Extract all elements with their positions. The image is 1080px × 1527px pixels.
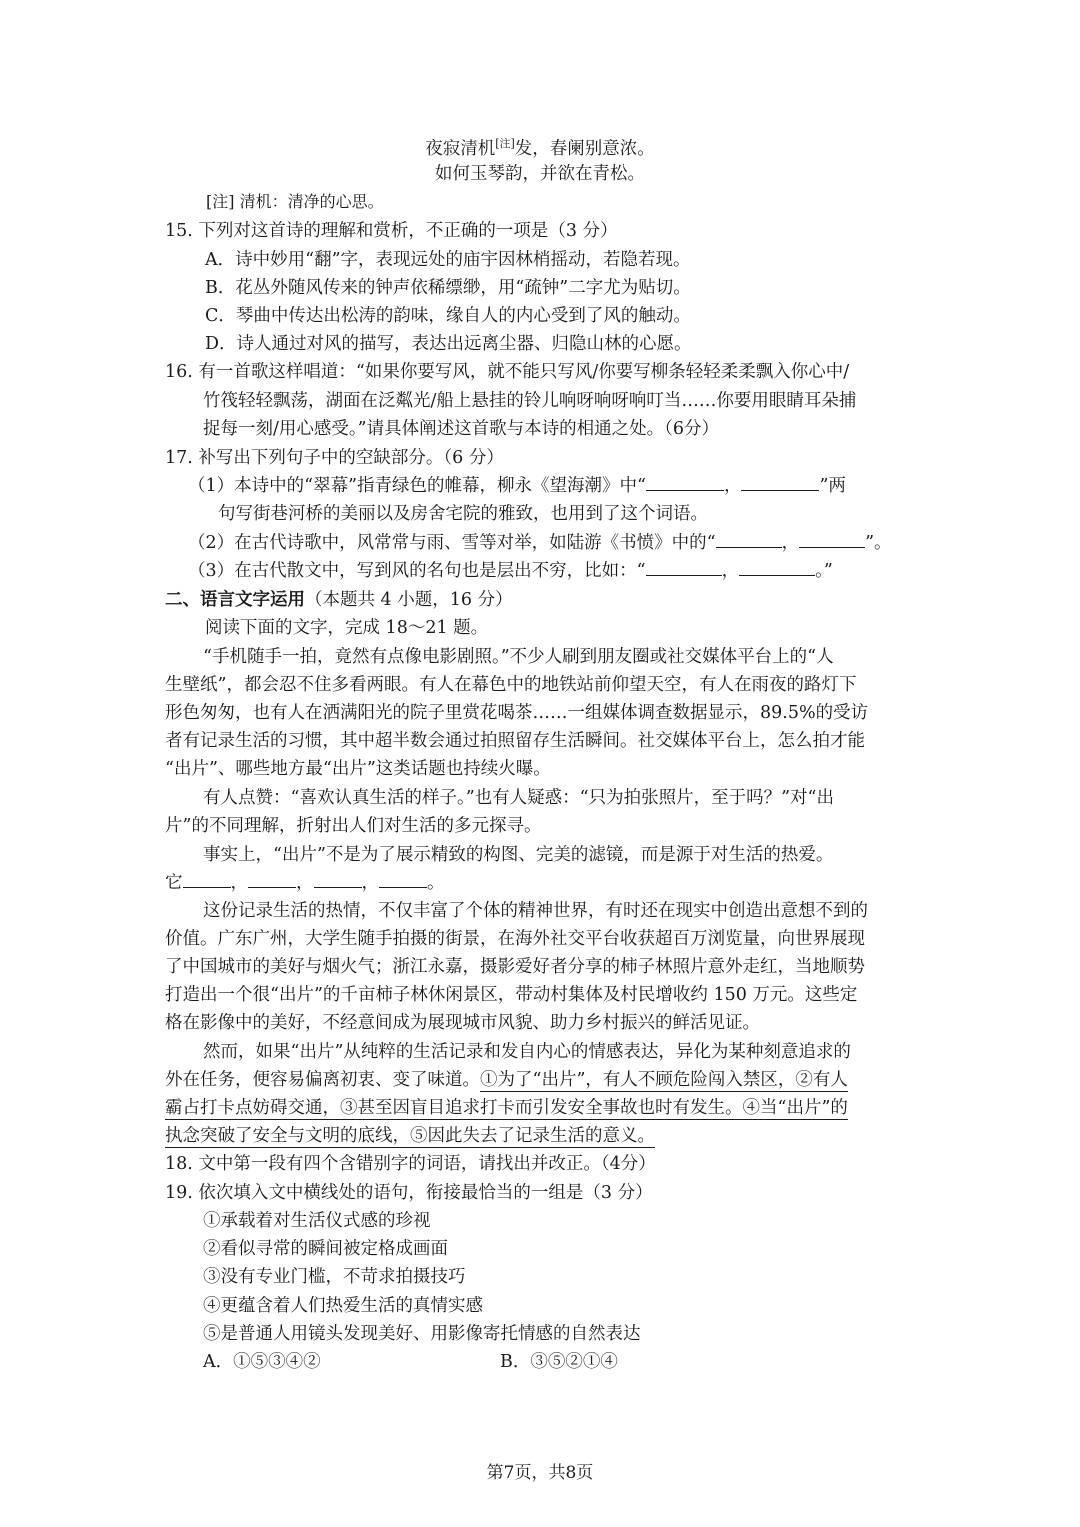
q15-option-d: D．诗人通过对风的描写，表达出远离尘器、归隐山林的心愿。 — [205, 334, 692, 354]
q17-item-3: （3）在古代散文中，写到风的名句也是层出不穷，比如：“ ， 。” — [188, 557, 833, 585]
section-2-intro: 阅读下面的文字，完成 18～21 题。 — [205, 618, 489, 638]
q19-option-a: A．①⑤③④② — [203, 1352, 321, 1372]
poem-note: [注] 清机：清净的心思。 — [206, 192, 384, 211]
passage-p1-line: 生壁纸”，都会忍不住多看两眼。有人在幕色中的地铁站前仰望天空，有人在雨夜的路灯下 — [165, 675, 857, 695]
passage-p5-line — [165, 1122, 655, 1150]
passage-p1-line: 者有记录生活的习惯，其中超半数会通过拍照留存生活瞬间。社交媒体平台上，怎么拍才能 — [165, 731, 865, 751]
q15-option-b: B．花丛外随风传来的钟声依稀缥缈，用“疏钟”二字尤为贴切。 — [205, 278, 691, 298]
passage-p1-line: “出片”、哪些地方最“出片”这类话题也持续火曝。 — [165, 759, 551, 779]
passage-p2-line: 有人点赞：“喜欢认真生活的样子。”也有人疑惑：“只为拍张照片，至于吗？”对“出 — [203, 788, 834, 808]
q16-line-3: 捉每一刻/用心感受。”请具体阐述这首歌与本诗的相通之处。（6分） — [203, 419, 719, 439]
q19-item: ④更蕴含着人们热爱生活的真情实感 — [203, 1296, 483, 1316]
underlined-text: ①为了“出片”，有人不顾危险闯入禁区，②有人 — [480, 1070, 848, 1090]
underlined-text: 执念突破了安全与文明的底线，⑤因此失去了记录生活的意义。 — [165, 1126, 655, 1146]
passage-p2-line: 片”的不同理解，折射出人们对生活的多元探寻。 — [165, 816, 542, 836]
section-2-heading: 二、语言文字运用（本题共 4 小题，16 分） — [165, 590, 513, 610]
q16-line-1: 16. 有一首歌这样唱道：“如果你要写风，就不能只写风/你要写柳条轻轻柔柔飘入你心中/ — [165, 362, 850, 382]
q16-line-2: 竹筏轻轻飘荡，湖面在泛粼光/船上悬挂的铃儿响呀响呀响叮当……你要用眼睛耳朵捕 — [203, 391, 857, 411]
passage-p3-line: 事实上，“出片”不是为了展示精致的构图、完美的滤镜，而是源于对生活的热爱。 — [203, 845, 834, 865]
answer-blank[interactable] — [248, 869, 296, 888]
page-number-footer: 第7页，共8页 — [486, 1463, 594, 1483]
passage-p1-line: 形色匆匆，也有人在洒满阳光的院子里赏花喝茶……一组媒体调查数据显示，89.5%的受访 — [165, 703, 869, 723]
passage-p3-blanks: 它 ， ， ， 。 — [165, 869, 445, 897]
answer-blank[interactable] — [379, 869, 427, 888]
q19-stem: 19. 依次填入文中横线处的语句，衔接最恰当的一组是（3 分） — [165, 1183, 653, 1203]
answer-blank[interactable] — [716, 529, 782, 548]
answer-blank[interactable] — [314, 869, 362, 888]
answer-blank[interactable] — [646, 472, 724, 491]
q19-item: ①承载着对生活仪式感的珍视 — [203, 1211, 431, 1231]
q17-item-1: （1）本诗中的“翠幕”指青绿色的帷幕，柳永《望海潮》中“ ， ”两 — [188, 472, 846, 500]
passage-p1-line: “手机随手一拍，竟然有点像电影剧照。”不少人刷到朋友圈或社交媒体平台上的“人 — [203, 647, 834, 667]
answer-blank[interactable] — [739, 557, 815, 576]
underlined-text: 霸占打卡点妨碍交通，③甚至因盲目追求打卡而引发安全事故也时有发生。④当“出片”的 — [165, 1098, 848, 1118]
q19-item: ⑤是普通人用镜头发现美好、用影像寄托情感的自然表达 — [203, 1324, 641, 1344]
answer-blank[interactable] — [183, 869, 231, 888]
passage-p5-line: 外在任务，便容易偏离初衷、变了味道。①为了“出片”，有人不顾危险闯入禁区，②有人 — [165, 1070, 848, 1090]
passage-p5-line: 然而，如果“出片”从纯粹的生活记录和发自内心的情感表达，异化为某种刻意追求的 — [203, 1042, 851, 1062]
q17-stem: 17. 补写出下列句子中的空缺部分。（6 分） — [165, 448, 504, 468]
q15-stem: 15. 下列对这首诗的理解和赏析，不正确的一项是（3 分） — [165, 221, 618, 241]
q17-item-2: （2）在古代诗歌中，风常常与雨、雪等对举，如陆游《书愤》中的“ ， ”。 — [188, 529, 892, 557]
poem-line-1: 夜寂清机[注]发，春阑别意浓。 — [425, 137, 655, 159]
passage-p4-line: 了中国城市的美好与烟火气；浙江永嘉，摄影爱好者分享的柿子林照片意外走红，当地顺势 — [165, 957, 865, 977]
poem-line-2: 如何玉琴韵，并欲在青松。 — [435, 164, 645, 184]
q18-stem: 18. 文中第一段有四个含错别字的词语，请找出并改正。（4分） — [165, 1154, 656, 1174]
q19-item: ③没有专业门槛，不苛求拍摄技巧 — [203, 1267, 466, 1287]
passage-p4-line: 价值。广东广州，大学生随手拍摄的街景，在海外社交平台收获超百万浏览量，向世界展现 — [165, 929, 865, 949]
q15-option-c: C．琴曲中传达出松涛的韵味，缘自人的内心受到了风的触动。 — [205, 306, 691, 326]
q19-option-b: B．③⑤②①④ — [500, 1352, 618, 1372]
poem-note-marker: [注] — [495, 137, 515, 150]
answer-blank[interactable] — [799, 529, 865, 548]
passage-p4-line: 打造出一个很“出片”的千亩柿子林休闲景区，带动村集体及村民增收约 150 万元。这些定 — [165, 985, 858, 1005]
passage-p4-line: 格在影像中的美好，不经意间成为展现城市风貌、助力乡村振兴的鲜活见证。 — [165, 1013, 760, 1033]
answer-blank[interactable] — [646, 557, 722, 576]
q19-item: ②看似寻常的瞬间被定格成画面 — [203, 1239, 448, 1259]
q17-item-1-cont: 句写街巷河桥的美丽以及房舍宅院的雅致，也用到了这个词语。 — [218, 504, 708, 524]
passage-p5-line — [165, 1094, 848, 1122]
q15-option-a: A．诗中妙用“翻”字，表现远处的庙宇因林梢摇动，若隐若现。 — [205, 250, 691, 270]
passage-p4-line: 这份记录生活的热情，不仅丰富了个体的精神世界，有时还在现实中创造出意想不到的 — [203, 901, 868, 921]
answer-blank[interactable] — [741, 472, 819, 491]
